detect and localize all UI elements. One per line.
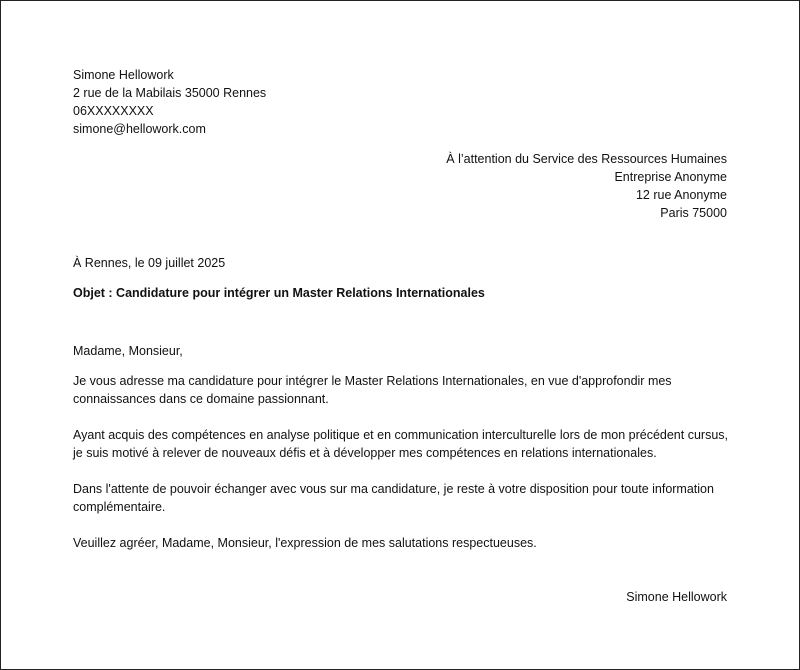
sender-email: simone@hellowork.com [73, 122, 206, 136]
recipient-street: 12 rue Anonyme [635, 188, 727, 202]
body-paragraph-closing: Veuillez agréer, Madame, Monsieur, l'expression de mes salutations respectueuses. [73, 536, 537, 550]
sender-block [73, 66, 266, 138]
recipient-block [446, 150, 727, 222]
letter-body [73, 342, 733, 570]
recipient-city: Paris 75000 [660, 206, 727, 220]
body-paragraph-availability: Dans l'attente de pouvoir échanger avec vous sur ma candidature, je reste à votre disposition pour toute information complémentaire. [73, 482, 714, 514]
sender-phone: 06XXXXXXXX [73, 104, 154, 118]
recipient-company: Entreprise Anonyme [614, 170, 727, 184]
body-paragraph-skills: Ayant acquis des compétences en analyse politique et en communication interculturelle lors de mon précédent cursus, je suis motivé à relever de nouveaux défis et à développer mes compétences en relations internationales. [73, 428, 728, 460]
signature: Simone Hellowork [626, 590, 727, 604]
letter-date: À Rennes, le 09 juillet 2025 [73, 256, 226, 270]
letter-subject: Objet : Candidature pour intégrer un Master Relations Internationales [73, 286, 485, 300]
recipient-attention: À l’attention du Service des Ressources Humaines [446, 152, 727, 166]
salutation: Madame, Monsieur, [73, 344, 183, 358]
body-paragraph-intro: Je vous adresse ma candidature pour intégrer le Master Relations Internationales, en vue d'approfondir mes connaissances dans ce domaine passionnant. [73, 374, 672, 406]
sender-name: Simone Hellowork [73, 68, 174, 82]
sender-address: 2 rue de la Mabilais 35000 Rennes [73, 86, 267, 100]
